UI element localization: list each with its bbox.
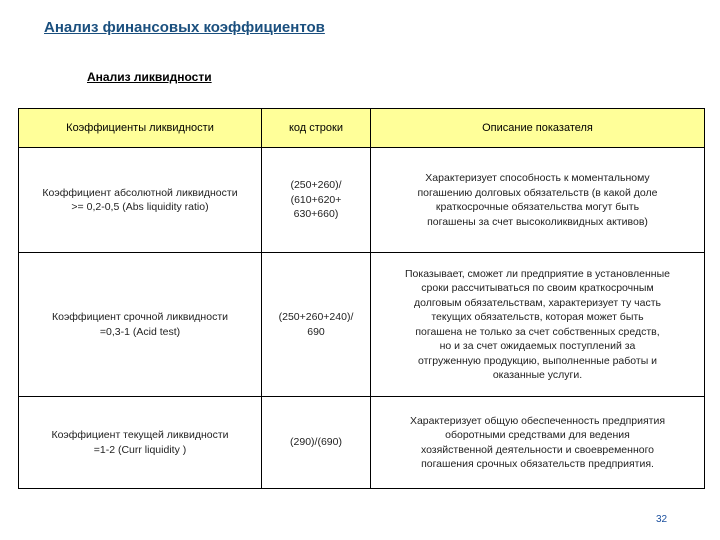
table-row: [19, 397, 705, 489]
section-subtitle: Анализ ликвидности: [87, 70, 212, 84]
line-code: (250+260+240)/ 690: [262, 253, 371, 397]
ratio-description: Характеризует общую обеспеченность предприятия оборотными средствами для ведения хозяйственной деятельности и своевременного погашения срочных обязательств предприятия.: [371, 397, 705, 489]
line-code: (250+260)/ (610+620+ 630+660): [262, 148, 371, 253]
table-header-row: [19, 109, 705, 148]
header-ratios: Коэффициенты ликвидности: [19, 109, 262, 148]
page-number: 32: [656, 514, 668, 525]
table-row: [19, 253, 705, 397]
table-row: [19, 148, 705, 253]
ratio-name: Коэффициент срочной ликвидности =0,3-1 (Acid test): [19, 253, 262, 397]
ratio-name: Коэффициент текущей ликвидности =1-2 (Curr liquidity ): [19, 397, 262, 489]
ratio-description: Показывает, сможет ли предприятие в установленные сроки рассчитываться по своим краткосрочным долговым обязательствам, характеризует ту часть текущих обязательств, которая может быть погашена не только за счет собственных средств, но и за счет ожидаемых поступлений за отгруженную продукцию, выполненные работы и оказанные услуги.: [371, 253, 705, 397]
line-code: (290)/(690): [262, 397, 371, 489]
liquidity-ratios-table: [18, 108, 705, 489]
ratio-name: Коэффициент абсолютной ликвидности >= 0,2-0,5 (Abs liquidity ratio): [19, 148, 262, 253]
page-title: Анализ финансовых коэффициентов: [44, 19, 325, 36]
header-line-code: код строки: [262, 109, 371, 148]
ratio-description: Характеризует способность к моментальному погашению долговых обязательств (в какой доле краткосрочные обязательства могут быть погашены за счет высоколиквидных активов): [371, 148, 705, 253]
header-description: Описание показателя: [371, 109, 705, 148]
